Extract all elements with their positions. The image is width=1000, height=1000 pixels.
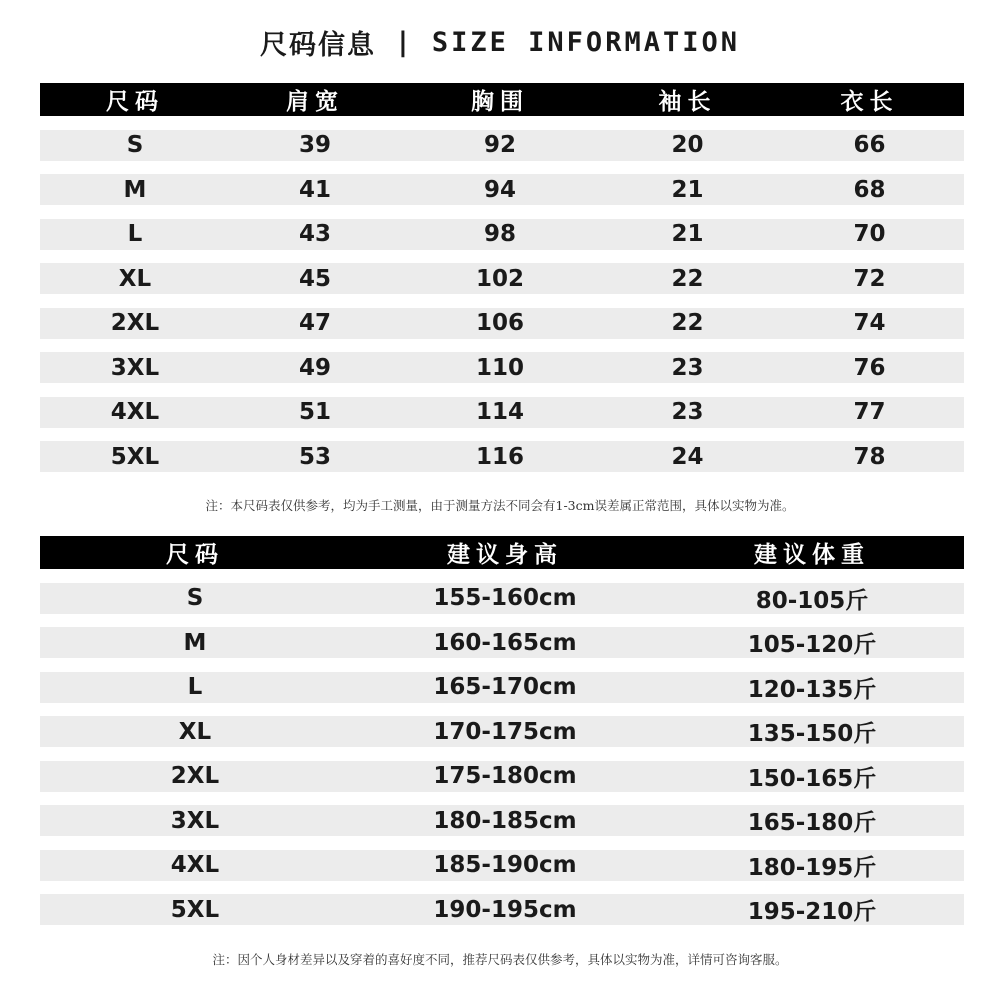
recommendation-header-row [40, 536, 964, 569]
length-cell: 74 [853, 310, 886, 336]
table-row [40, 352, 964, 383]
chest-cell: 114 [475, 399, 524, 425]
title-chinese: 尺码信息 [260, 29, 377, 61]
height-cell: 170-175cm [433, 718, 577, 745]
height-cell: 160-165cm [433, 629, 577, 656]
weight-cell: 120-135斤 [747, 676, 877, 703]
sleeve-cell: 21 [671, 221, 704, 247]
title-english: SIZE INFORMATION [431, 26, 740, 58]
shoulder-cell: 53 [298, 443, 331, 470]
shoulder-cell: 47 [298, 310, 331, 336]
height-cell: 180-185cm [433, 807, 577, 834]
chest-cell: 94 [483, 176, 516, 203]
sleeve-cell: 22 [671, 310, 704, 336]
table-row [40, 850, 964, 881]
height-cell: 155-160cm [433, 585, 577, 611]
weight-cell: 150-165斤 [747, 765, 877, 792]
chest-cell: 102 [475, 265, 524, 292]
recommendation-note: 注：因个人身材差异以及穿着的喜好度不同，推荐尺码表仅供参考，具体以实物为准，详情可咨询客服。 [212, 952, 788, 967]
header-shoulder: 肩宽 [286, 89, 344, 115]
size-cell: L [187, 674, 203, 700]
header-height: 建议身高 [447, 542, 563, 568]
size-cell: 4XL [170, 852, 220, 878]
weight-cell: 195-210斤 [747, 899, 877, 925]
height-cell: 185-190cm [433, 852, 577, 878]
size-cell: 2XL [170, 763, 220, 789]
shoulder-cell: 43 [298, 221, 331, 247]
size-cell: 2XL [110, 310, 160, 336]
shoulder-cell: 49 [298, 354, 331, 381]
table-row [40, 627, 964, 658]
length-cell: 66 [853, 132, 886, 158]
header-size: 尺码 [106, 89, 164, 115]
weight-cell: 135-150斤 [747, 721, 877, 747]
sleeve-cell: 21 [671, 176, 704, 203]
height-cell: 190-195cm [433, 896, 577, 923]
size-cell: 3XL [110, 354, 160, 381]
header-chest: 胸围 [471, 89, 529, 115]
height-cell: 165-170cm [433, 674, 577, 700]
size-cell: M [183, 629, 207, 656]
table-row [40, 672, 964, 703]
shoulder-cell: 39 [298, 132, 331, 158]
length-cell: 76 [853, 354, 886, 381]
table-row [40, 716, 964, 747]
size-cell: 5XL [110, 443, 160, 470]
title-separator: | [398, 26, 410, 58]
size-cell: M [123, 176, 147, 203]
length-cell: 68 [853, 176, 886, 203]
sleeve-cell: 23 [671, 399, 704, 425]
size-cell: L [127, 221, 143, 247]
sleeve-cell: 23 [671, 354, 704, 381]
table-row [40, 805, 964, 836]
chest-cell: 92 [483, 132, 516, 158]
length-cell: 72 [853, 265, 886, 292]
weight-cell: 105-120斤 [747, 632, 877, 658]
page-title [0, 22, 1000, 62]
sleeve-cell: 24 [671, 443, 704, 470]
sleeve-cell: 20 [671, 132, 704, 158]
sleeve-cell: 22 [671, 265, 704, 292]
size-cell: S [186, 585, 204, 611]
measurements-header-row [40, 83, 964, 116]
weight-cell: 165-180斤 [747, 810, 877, 836]
header-weight: 建议体重 [754, 542, 870, 568]
height-cell: 175-180cm [433, 763, 577, 789]
table-row [40, 308, 964, 339]
shoulder-cell: 45 [298, 265, 331, 292]
size-cell: 4XL [110, 399, 160, 425]
table-row [40, 397, 964, 428]
length-cell: 78 [853, 443, 886, 470]
header-sleeve: 袖长 [658, 89, 717, 115]
size-cell: 3XL [170, 807, 220, 834]
header-length: 衣长 [840, 89, 899, 115]
chest-cell: 106 [475, 310, 524, 336]
weight-cell: 80-105斤 [755, 587, 869, 614]
table-row [40, 894, 964, 925]
size-cell: XL [118, 265, 152, 292]
measurements-note: 注：本尺码表仅供参考，均为手工测量，由于测量方法不同会有1-3cm误差属正常范围，具体以实物为准。 [205, 498, 795, 513]
shoulder-cell: 51 [298, 399, 331, 425]
table-row [40, 263, 964, 294]
shoulder-cell: 41 [298, 176, 331, 203]
chest-cell: 116 [475, 443, 524, 470]
table-row [40, 174, 964, 205]
table-row [40, 583, 964, 614]
table-row [40, 761, 964, 792]
weight-cell: 180-195斤 [747, 854, 877, 881]
size-cell: S [126, 132, 144, 158]
table-row [40, 441, 964, 472]
header-size: 尺码 [166, 542, 224, 568]
table-row [40, 219, 964, 250]
chest-cell: 98 [483, 221, 516, 247]
size-cell: 5XL [170, 896, 220, 923]
length-cell: 70 [853, 221, 886, 247]
table-row [40, 130, 964, 161]
chest-cell: 110 [475, 354, 524, 381]
length-cell: 77 [853, 399, 886, 425]
measurements-table [40, 83, 964, 472]
recommendation-table [40, 536, 964, 925]
size-cell: XL [178, 718, 212, 745]
